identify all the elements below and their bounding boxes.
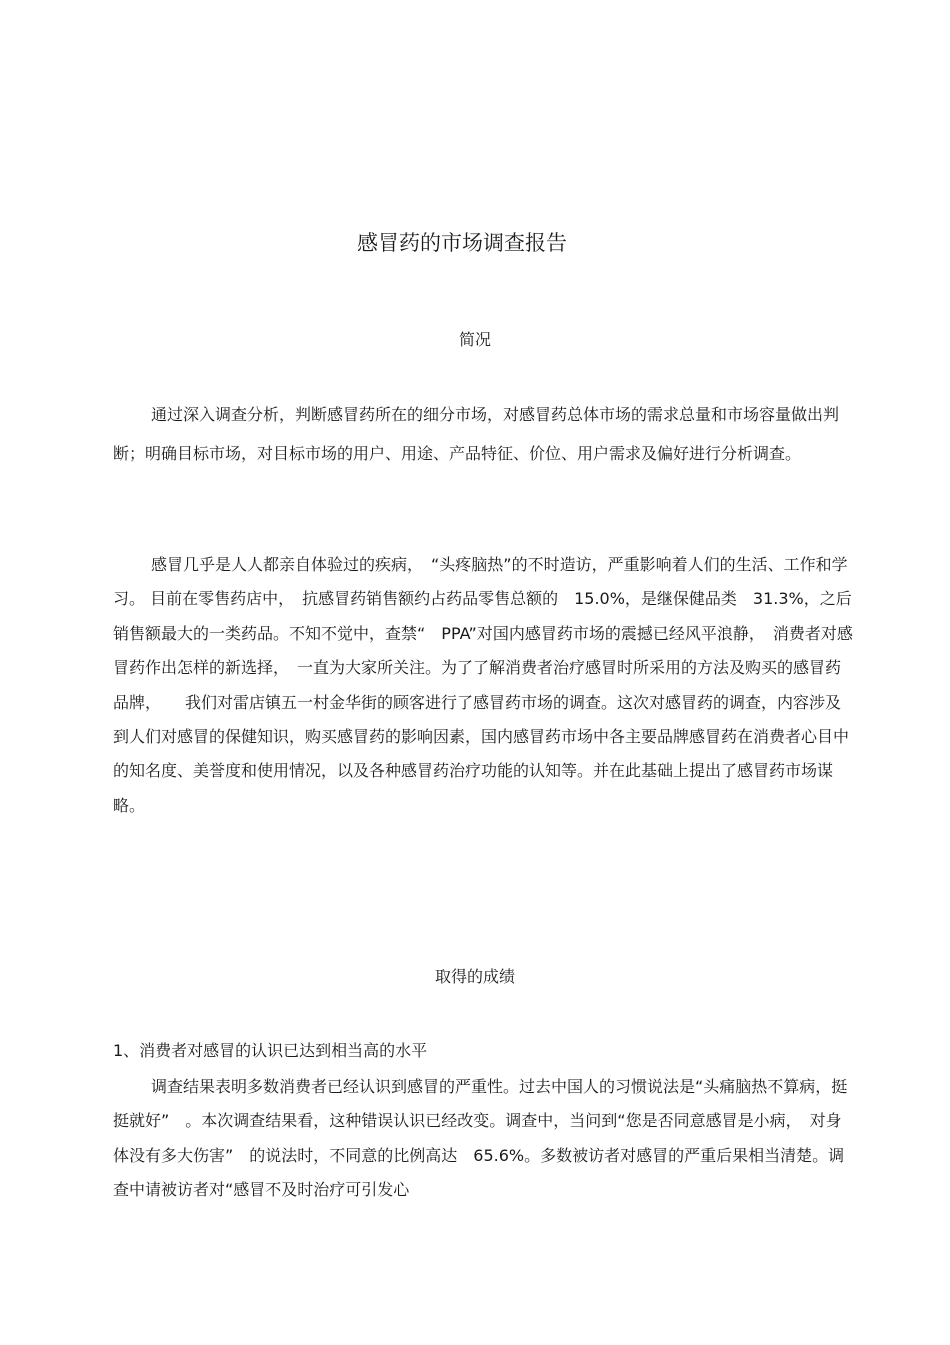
paragraph-consumer-awareness: 调查结果表明多数消费者已经认识到感冒的严重性。过去中国人的习惯说法是“头痛脑热不算病，挺挺就好” 。本次调查结果看，这种错误认识已经改变。调查中，当问到“您是否同意感冒是小病， 对身体没有多大伤害” 的说法时，不同意的比例高达 65.6%。多数被访者对感冒的严重后果相当清楚。调查中请被访者对“感冒不及时治疗可引发心 xyxy=(113,1077,848,1200)
page-title: 感冒药的市场调查报告 xyxy=(357,231,567,255)
subheading-consumer-awareness: 1、消费者对感冒的认识已达到相当高的水平 xyxy=(113,1041,428,1060)
section-heading-achievements: 取得的成绩 xyxy=(434,967,515,986)
section-heading-overview: 简况 xyxy=(458,330,491,349)
paragraph-overview-background: 感冒几乎是人人都亲自体验过的疾病， “头疼脑热”的不时造访，严重影响着人们的生活、工作和学习。 目前在零售药店中， 抗感冒药销售额约占药品零售总额的 15.0%，是继保健品类 31.3%，之后销售额最大的一类药品。不知不觉中，查禁“ PPA”对国内感冒药市场的震撼已经风平浪静， 消费者对感冒药作出怎样的新选择， 一直为大家所关注。为了了解消费者治疗感冒时所采用的方法及购买的感冒药品牌， 我们对雷店镇五一村金华街的顾客进行了感冒药市场的调查。这次对感冒药的调查，内容涉及到人们对感冒的保健知识，购买感冒药的影响因素，国内感冒药市场中各主要品牌感冒药在消费者心目中的知名度、美誉度和使用情况，以及各种感冒药治疗功能的认知等。并在此基础上提出了感冒药市场谋略。 xyxy=(113,555,853,815)
paragraph-overview-intro: 通过深入调查分析，判断感冒药所在的细分市场，对感冒药总体市场的需求总量和市场容量做出判断；明确目标市场，对目标市场的用户、用途、产品特征、价位、用户需求及偏好进行分析调查。 xyxy=(113,405,840,463)
